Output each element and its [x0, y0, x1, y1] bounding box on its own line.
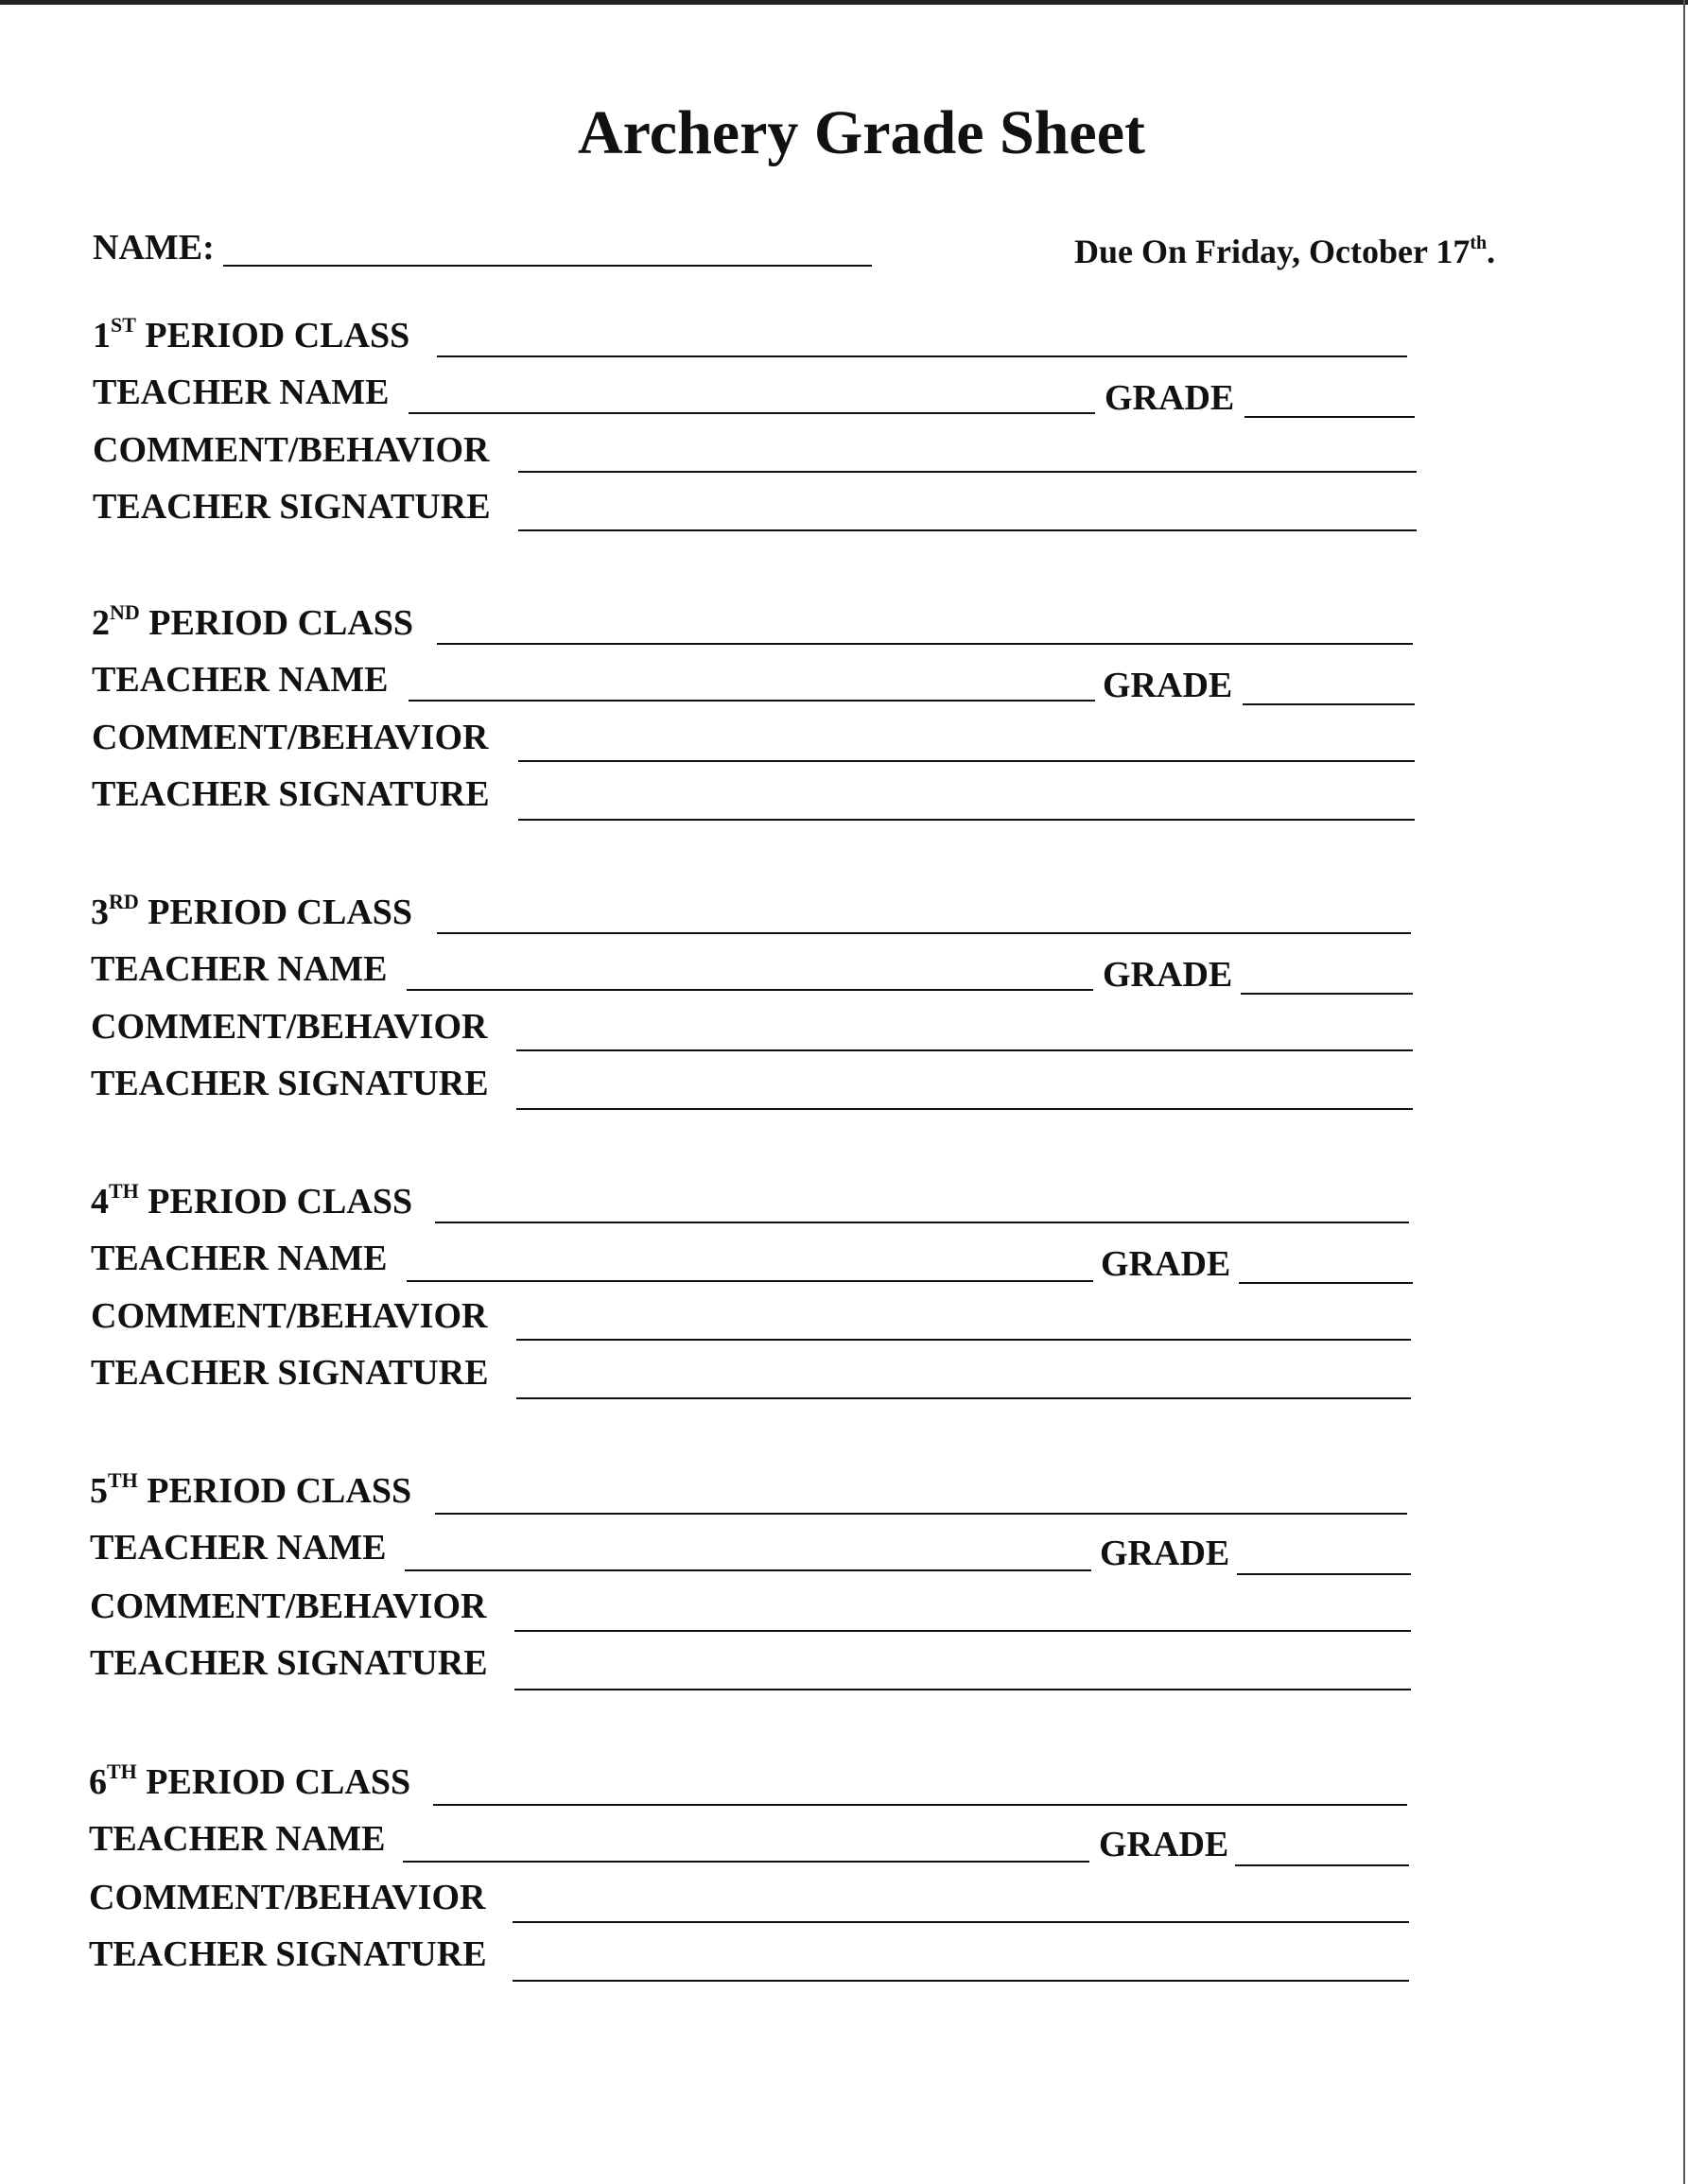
period-number: 1	[93, 316, 111, 355]
comment-behavior-line[interactable]	[513, 1921, 1409, 1923]
period-class-label	[89, 1759, 411, 1802]
period-class-line[interactable]	[435, 1513, 1407, 1515]
teacher-name-line[interactable]	[407, 1280, 1093, 1282]
comment-behavior-label: COMMENT/BEHAVIOR	[90, 1586, 487, 1626]
comment-behavior-line[interactable]	[518, 471, 1417, 473]
period-class-line[interactable]	[437, 355, 1407, 357]
teacher-name-line[interactable]	[407, 989, 1093, 991]
teacher-name-line[interactable]	[409, 700, 1095, 702]
grade-line[interactable]	[1241, 993, 1413, 995]
teacher-name-label: TEACHER NAME	[91, 1239, 388, 1278]
period-ordinal-suffix: RD	[109, 890, 139, 913]
teacher-name-line[interactable]	[405, 1569, 1091, 1571]
period-class-text: PERIOD CLASS	[145, 316, 410, 355]
period-ordinal-suffix: ST	[111, 313, 136, 337]
teacher-signature-label: TEACHER SIGNATURE	[90, 1643, 488, 1683]
teacher-name-label: TEACHER NAME	[92, 660, 389, 700]
comment-behavior-label: COMMENT/BEHAVIOR	[93, 430, 490, 470]
teacher-signature-label: TEACHER SIGNATURE	[89, 1934, 487, 1974]
teacher-name-line[interactable]	[403, 1861, 1089, 1863]
comment-behavior-line[interactable]	[518, 760, 1415, 762]
grade-label: GRADE	[1100, 1534, 1230, 1573]
teacher-name-line[interactable]	[409, 412, 1095, 414]
grade-line[interactable]	[1235, 1864, 1409, 1866]
period-number: 5	[90, 1471, 108, 1511]
period-class-line[interactable]	[437, 643, 1413, 645]
teacher-signature-label: TEACHER SIGNATURE	[91, 1353, 489, 1393]
period-ordinal-suffix: TH	[107, 1759, 137, 1783]
period-class-label	[92, 600, 414, 643]
grade-label: GRADE	[1105, 378, 1235, 418]
grade-line[interactable]	[1237, 1573, 1411, 1575]
period-ordinal-suffix: TH	[108, 1468, 138, 1492]
teacher-signature-line[interactable]	[518, 529, 1417, 531]
grade-line[interactable]	[1244, 416, 1415, 418]
period-class-text: PERIOD CLASS	[148, 893, 413, 932]
period-class-label	[93, 313, 410, 355]
page-title: Archery Grade Sheet	[578, 98, 1145, 167]
teacher-signature-line[interactable]	[516, 1397, 1411, 1399]
comment-behavior-label: COMMENT/BEHAVIOR	[92, 718, 489, 757]
due-date	[1074, 234, 1495, 269]
grade-label: GRADE	[1103, 666, 1233, 705]
scan-top-border	[0, 0, 1688, 5]
period-class-label	[90, 1468, 412, 1511]
grade-line[interactable]	[1239, 1282, 1413, 1284]
period-class-line[interactable]	[437, 932, 1411, 934]
teacher-name-label: TEACHER NAME	[91, 949, 388, 989]
teacher-name-label: TEACHER NAME	[93, 373, 390, 412]
grade-line[interactable]	[1243, 703, 1415, 705]
comment-behavior-label: COMMENT/BEHAVIOR	[91, 1296, 488, 1336]
grade-label: GRADE	[1101, 1244, 1231, 1284]
period-number: 4	[91, 1182, 109, 1222]
teacher-signature-line[interactable]	[513, 1980, 1409, 1982]
teacher-signature-line[interactable]	[518, 819, 1415, 821]
comment-behavior-label: COMMENT/BEHAVIOR	[89, 1878, 486, 1917]
period-class-label	[91, 1179, 413, 1222]
name-label: NAME:	[93, 228, 215, 268]
scan-right-border	[1683, 0, 1685, 2184]
teacher-name-label: TEACHER NAME	[90, 1528, 387, 1568]
due-date-text: Due On Friday, October 17	[1074, 233, 1470, 270]
period-class-text: PERIOD CLASS	[146, 1762, 411, 1802]
teacher-name-label: TEACHER NAME	[89, 1819, 386, 1859]
period-ordinal-suffix: TH	[109, 1179, 139, 1203]
teacher-signature-label: TEACHER SIGNATURE	[93, 487, 491, 527]
teacher-signature-line[interactable]	[514, 1689, 1411, 1690]
period-class-label	[91, 890, 413, 932]
teacher-signature-label: TEACHER SIGNATURE	[92, 774, 490, 814]
due-date-end: .	[1487, 233, 1496, 270]
name-field-line[interactable]	[223, 265, 872, 267]
due-date-suffix: th	[1470, 233, 1488, 253]
comment-behavior-label: COMMENT/BEHAVIOR	[91, 1007, 488, 1047]
teacher-signature-label: TEACHER SIGNATURE	[91, 1064, 489, 1103]
period-class-text: PERIOD CLASS	[148, 1182, 413, 1222]
teacher-signature-line[interactable]	[516, 1108, 1413, 1110]
comment-behavior-line[interactable]	[516, 1049, 1413, 1051]
comment-behavior-line[interactable]	[516, 1339, 1411, 1341]
period-number: 3	[91, 893, 109, 932]
grade-label: GRADE	[1103, 955, 1233, 995]
period-number: 6	[89, 1762, 107, 1802]
grade-label: GRADE	[1099, 1825, 1229, 1864]
period-class-line[interactable]	[435, 1222, 1409, 1223]
period-class-text: PERIOD CLASS	[148, 603, 414, 643]
period-ordinal-suffix: ND	[110, 600, 140, 624]
period-class-text: PERIOD CLASS	[147, 1471, 412, 1511]
period-number: 2	[92, 603, 110, 643]
comment-behavior-line[interactable]	[514, 1630, 1411, 1632]
period-class-line[interactable]	[433, 1804, 1407, 1806]
